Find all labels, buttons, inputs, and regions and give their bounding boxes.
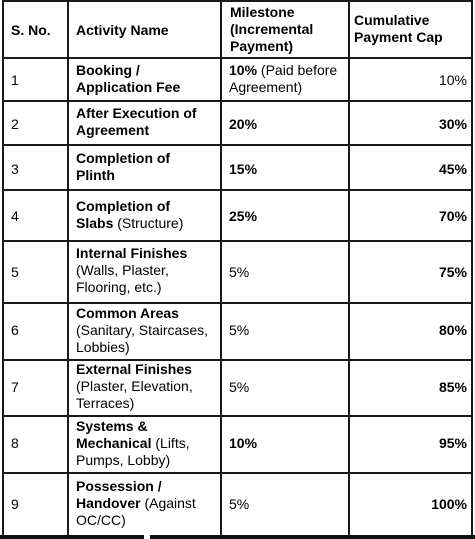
row-4-activity (76, 198, 183, 232)
row-6-sno: 6 (11, 322, 19, 338)
activity-line: Completion of (76, 150, 171, 166)
table-rule (2, 240, 472, 242)
table-rule (2, 189, 472, 191)
row-9-cap: 100% (431, 496, 467, 512)
activity-note: Lobbies) (76, 339, 130, 355)
milestone-percent: 10% (229, 62, 258, 78)
row-3-cap: 45% (438, 161, 467, 177)
activity-note: (Lifts, (151, 435, 190, 451)
activity-line: Application Fee (76, 79, 181, 95)
activity-note: Flooring, etc.) (76, 279, 162, 295)
activity-note: Pumps, Lobby) (76, 452, 171, 468)
header-activity: Activity Name (76, 22, 169, 38)
table-rule (2, 0, 472, 2)
table-rule (2, 0, 4, 536)
table-rule (2, 144, 472, 146)
header-sno: S. No. (11, 22, 51, 38)
milestone-note: Agreement) (229, 79, 303, 95)
activity-line: Mechanical (76, 435, 152, 451)
activity-note: (Structure) (113, 215, 184, 231)
row-5-sno: 5 (11, 264, 19, 280)
table-bottom-edge (150, 535, 475, 539)
row-8-activity (76, 418, 190, 469)
row-7-milestone: 5% (229, 379, 250, 395)
row-9-activity (76, 478, 196, 529)
table-rule (220, 0, 222, 536)
activity-line: Systems & (76, 418, 148, 434)
row-3-milestone: 15% (229, 161, 258, 177)
activity-line: Booking / (76, 62, 140, 78)
table-rule (2, 57, 472, 59)
row-2-cap: 30% (438, 116, 467, 132)
row-9-sno: 9 (11, 496, 19, 512)
row-3-activity (76, 150, 170, 184)
row-4-cap: 70% (438, 208, 467, 224)
header-milestone (230, 4, 313, 55)
row-2-activity (76, 105, 197, 139)
row-5-activity (76, 245, 187, 296)
activity-line: Agreement (76, 122, 150, 138)
row-5-cap: 75% (438, 264, 467, 280)
row-1-sno: 1 (11, 72, 19, 88)
activity-note: (Plaster, Elevation, (76, 378, 193, 394)
activity-note: (Walls, Plaster, (76, 262, 169, 278)
table-rule (2, 472, 472, 474)
row-7-sno: 7 (11, 379, 19, 395)
header-milestone-line: (Incremental (230, 21, 314, 37)
table-bottom-edge (0, 535, 144, 539)
activity-note: (Against (140, 495, 196, 511)
activity-note: Terraces) (76, 395, 135, 411)
row-4-sno: 4 (11, 208, 19, 224)
activity-line: Completion of (76, 198, 171, 214)
row-6-activity (76, 305, 208, 356)
header-cumulative-line: Payment Cap (354, 29, 443, 45)
row-3-sno: 3 (11, 161, 19, 177)
header-cumulative-line: Cumulative (354, 12, 430, 28)
header-cumulative (354, 12, 443, 46)
row-9-milestone: 5% (229, 496, 250, 512)
row-2-sno: 2 (11, 116, 19, 132)
row-6-cap: 80% (438, 322, 467, 338)
activity-line: Internal Finishes (76, 245, 188, 261)
activity-line: External Finishes (76, 361, 192, 377)
row-2-milestone: 20% (229, 116, 258, 132)
row-8-cap: 95% (438, 435, 467, 451)
activity-line: Slabs (76, 215, 114, 231)
row-4-milestone: 25% (229, 208, 258, 224)
table-rule (2, 302, 472, 304)
activity-line: After Execution of (76, 105, 197, 121)
header-milestone-line: Milestone (230, 4, 295, 20)
row-8-milestone: 10% (229, 435, 258, 451)
activity-line: Handover (76, 495, 141, 511)
activity-note: OC/CC) (76, 512, 126, 528)
row-1-activity (76, 62, 180, 96)
table-rule (2, 100, 472, 102)
table-rule (67, 0, 69, 536)
table-rule (2, 415, 472, 417)
milestone-note: (Paid before (257, 62, 338, 78)
table-rule (471, 0, 473, 536)
row-1-milestone (229, 62, 337, 96)
activity-line: Possession / (76, 478, 162, 494)
activity-line: Common Areas (76, 305, 179, 321)
table-rule (2, 359, 472, 361)
row-5-milestone: 5% (229, 264, 250, 280)
row-1-cap: 10% (438, 72, 467, 88)
row-6-milestone: 5% (229, 322, 250, 338)
activity-line: Plinth (76, 167, 115, 183)
row-8-sno: 8 (11, 435, 19, 451)
row-7-activity (76, 361, 193, 412)
header-milestone-line: Payment) (230, 38, 294, 54)
activity-note: (Sanitary, Staircases, (76, 322, 209, 338)
row-7-cap: 85% (438, 379, 467, 395)
